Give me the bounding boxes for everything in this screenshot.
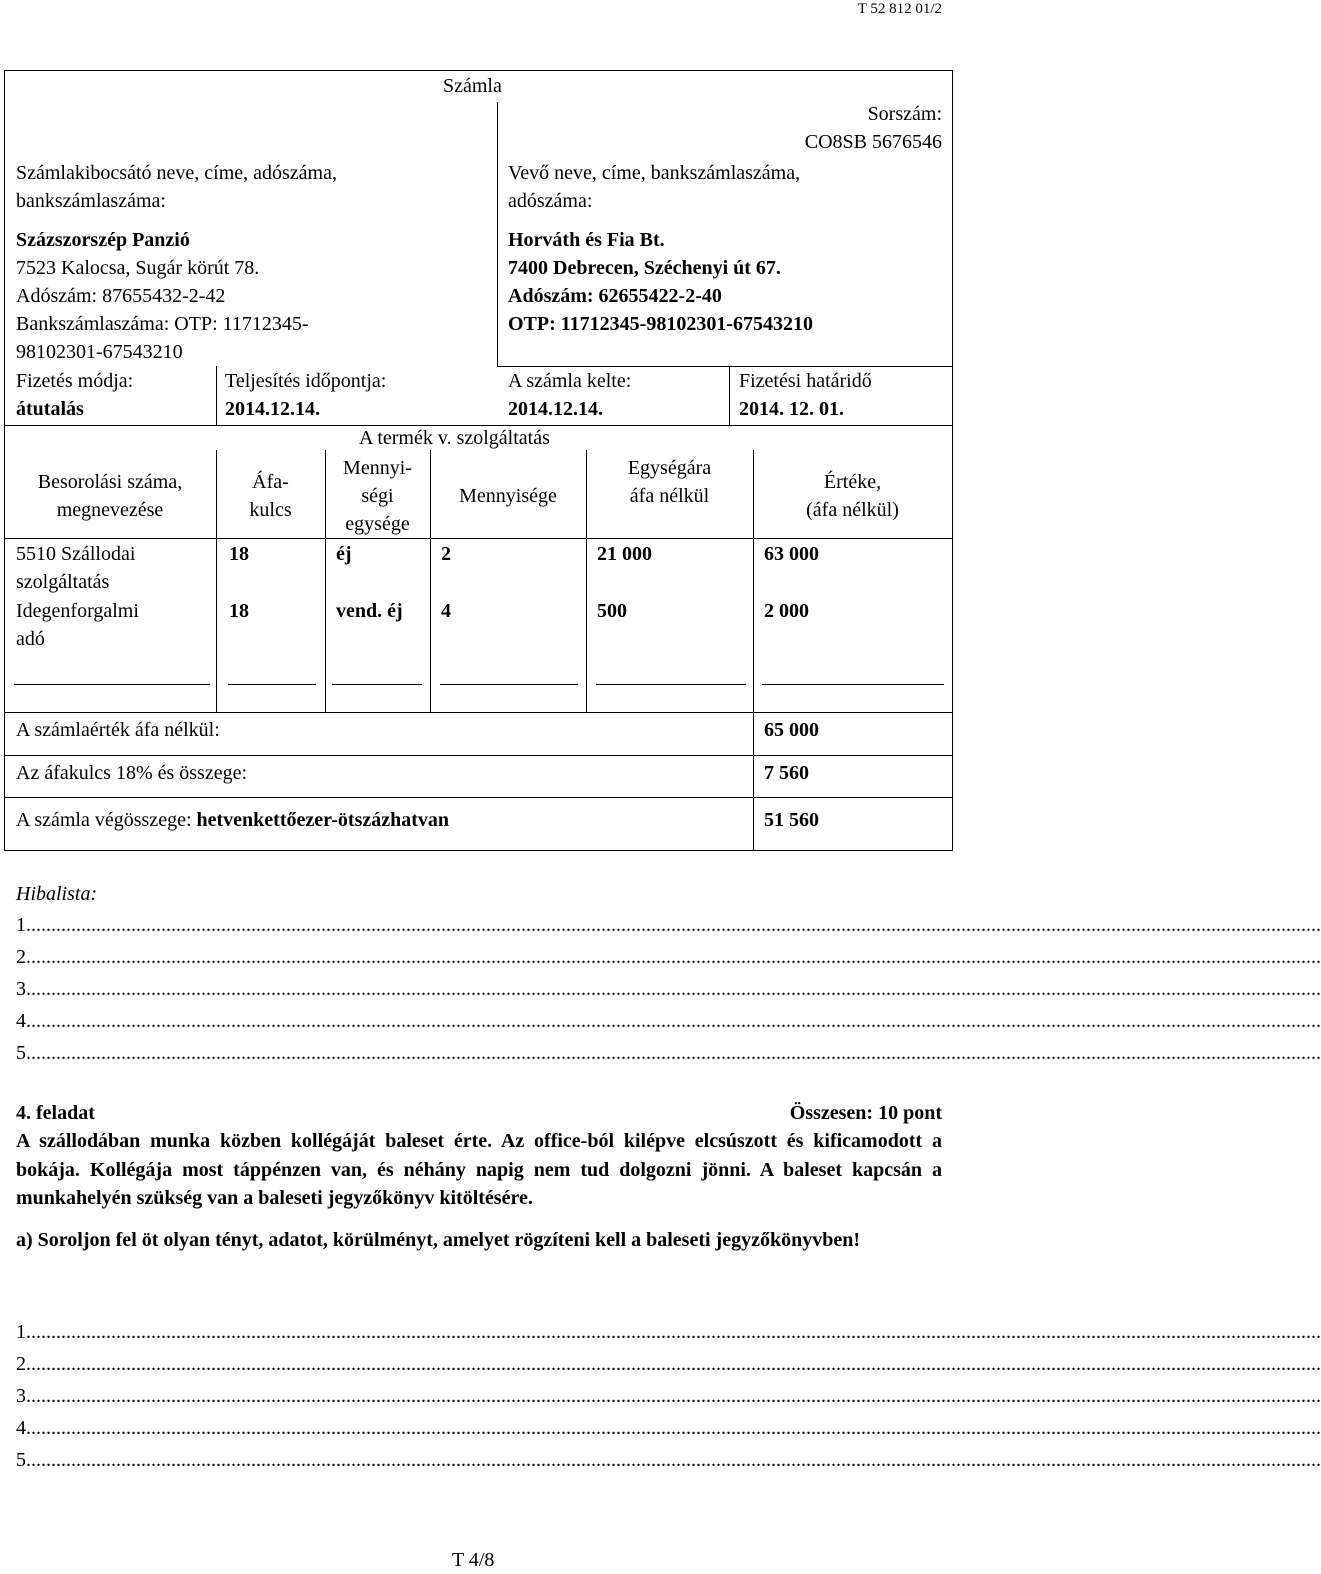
error-list-title: Hibalista: bbox=[16, 883, 98, 905]
error-list-item-3[interactable]: 3................................................................................................................................................................................................................................................................... bbox=[16, 978, 1321, 1000]
task-text: A szállodában munka közben kollégáját baleset érte. Az office-ból kilépve elcsúszott és kificamodott a bokája. Kollégája most táppénzen van, és néhány napig nem tud dolgozni jönni. A baleset kapcsán a munkahelyén szükség van a baleseti jegyzőkönyv kitöltésére. bbox=[16, 1130, 942, 1209]
row-value: 63 000 bbox=[764, 543, 819, 565]
invoice-border-left bbox=[4, 70, 5, 850]
issuer-buyer-divider bbox=[497, 102, 498, 366]
col-classification-1: Besorolási száma, bbox=[37, 471, 183, 493]
net-value: 65 000 bbox=[764, 719, 819, 741]
blank-line-2 bbox=[228, 684, 316, 685]
fulfillment-label: Teljesítés időpontja: bbox=[225, 370, 387, 392]
error-list-item-1[interactable]: 1................................................................................................................................................................................................................................................................... bbox=[16, 914, 1321, 936]
col-vat-1: Áfa- bbox=[252, 471, 289, 493]
col-classification-2: megnevezése bbox=[56, 499, 164, 521]
invoice-border-right bbox=[952, 70, 953, 850]
blank-line-5 bbox=[596, 684, 746, 685]
issuer-address: 7523 Kalocsa, Sugár körút 78. bbox=[16, 257, 260, 279]
deadline-divider bbox=[729, 366, 730, 425]
row-vat: 18 bbox=[229, 543, 249, 565]
row-name-1: Idegenforgalmi bbox=[16, 600, 139, 622]
header-bottom-line bbox=[4, 538, 953, 539]
col-unit-price-2: áfa nélkül bbox=[629, 485, 710, 507]
error-list-item-4[interactable]: 4................................................................................................................................................................................................................................................................... bbox=[16, 1010, 1321, 1032]
row-qty: 2 bbox=[441, 543, 451, 565]
blank-line-1 bbox=[14, 684, 210, 685]
col-unit-3: egysége bbox=[345, 513, 410, 535]
issue-date: 2014.12.14. bbox=[508, 398, 603, 420]
summary-value-divider bbox=[753, 712, 754, 850]
invoice-border-bottom bbox=[4, 850, 953, 851]
total-words: hetvenkettőezer-ötszázhatvan bbox=[196, 809, 450, 831]
error-list-item-2[interactable]: 2................................................................................................................................................................................................................................................................... bbox=[16, 946, 1321, 968]
issuer-label-1: Számlakibocsátó neve, címe, adószáma, bbox=[16, 162, 337, 184]
issuer-name: Százszorszép Panzió bbox=[16, 229, 190, 251]
total-value: 51 560 bbox=[764, 809, 819, 831]
buyer-label-2: adószáma: bbox=[508, 190, 593, 212]
col-unit-2: ségi bbox=[361, 485, 394, 507]
row-unit: vend. éj bbox=[336, 600, 403, 622]
row-name-2: adó bbox=[16, 628, 45, 650]
serial-value: CO8SB 5676546 bbox=[804, 131, 942, 153]
page-code: T 52 812 01/2 bbox=[857, 1, 942, 17]
buyer-address: 7400 Debrecen, Széchenyi út 67. bbox=[508, 257, 781, 279]
net-label: A számlaérték áfa nélkül: bbox=[16, 719, 220, 741]
answer-item-4[interactable]: 4................................................................................................................................................................................................................................................................... bbox=[16, 1417, 1321, 1439]
task-question: a) Soroljon fel öt olyan tényt, adatot, körülményt, amelyet rögzíteni kell a baleseti jegyzőkönyvben! bbox=[16, 1229, 860, 1251]
invoice-title: Számla bbox=[443, 75, 502, 97]
issuer-bank: Bankszámlaszáma: OTP: 11712345- bbox=[16, 313, 309, 335]
vat-label: Az áfakulcs 18% és összege: bbox=[16, 762, 248, 784]
summary-line-2 bbox=[4, 755, 953, 756]
col-unit-1: Mennyi- bbox=[343, 457, 412, 479]
payment-method-label: Fizetés módja: bbox=[16, 370, 134, 392]
buyer-tax: Adószám: 62655422-2-40 bbox=[508, 285, 722, 307]
task-title: 4. feladat bbox=[16, 1102, 95, 1124]
answer-item-3[interactable]: 3................................................................................................................................................................................................................................................................... bbox=[16, 1385, 1321, 1407]
blank-line-4 bbox=[440, 684, 578, 685]
answer-item-1[interactable]: 1................................................................................................................................................................................................................................................................... bbox=[16, 1321, 1321, 1343]
issue-date-label: A számla kelte: bbox=[508, 370, 632, 392]
blank-line-6 bbox=[762, 684, 944, 685]
error-list-item-5[interactable]: 5................................................................................................................................................................................................................................................................... bbox=[16, 1042, 1321, 1064]
answer-item-5[interactable]: 5................................................................................................................................................................................................................................................................... bbox=[16, 1449, 1321, 1471]
row-qty: 4 bbox=[441, 600, 451, 622]
page-footer: T 4/8 bbox=[452, 1549, 495, 1571]
blank-line-3 bbox=[332, 684, 422, 685]
buyer-label-1: Vevő neve, címe, bankszámlaszáma, bbox=[508, 162, 801, 184]
deadline: 2014. 12. 01. bbox=[739, 398, 844, 420]
row-name-2: szolgáltatás bbox=[16, 571, 110, 593]
col-vat-2: kulcs bbox=[249, 499, 292, 521]
product-header: A termék v. szolgáltatás bbox=[359, 427, 550, 449]
payment-method: átutalás bbox=[16, 398, 84, 420]
fulfillment-date: 2014.12.14. bbox=[225, 398, 320, 420]
summary-line-3 bbox=[4, 797, 953, 798]
col-quantity: Mennyisége bbox=[459, 485, 557, 507]
deadline-label: Fizetési határidő bbox=[739, 370, 872, 392]
answer-item-2[interactable]: 2................................................................................................................................................................................................................................................................... bbox=[16, 1353, 1321, 1375]
summary-top-line bbox=[4, 712, 953, 713]
invoice-border-top bbox=[4, 70, 953, 71]
buyer-name: Horváth és Fia Bt. bbox=[508, 229, 665, 251]
vat-value: 7 560 bbox=[764, 762, 809, 784]
serial-label: Sorszám: bbox=[867, 103, 942, 125]
row-unit-price: 21 000 bbox=[597, 543, 652, 565]
row-unit-price: 500 bbox=[597, 600, 627, 622]
col-value-2: (áfa nélkül) bbox=[806, 499, 899, 521]
row-value: 2 000 bbox=[764, 600, 809, 622]
task-points: Összesen: 10 pont bbox=[789, 1102, 942, 1124]
total-label: A számla végösszege: hetvenkettőezer-ötszázhatvan bbox=[16, 809, 450, 831]
row-name-1: 5510 Szállodai bbox=[16, 543, 136, 565]
row-vat: 18 bbox=[229, 600, 249, 622]
issuer-label-2: bankszámlaszáma: bbox=[16, 190, 166, 212]
col-unit-price-1: Egységára bbox=[627, 457, 712, 479]
buyer-bank: OTP: 11712345-98102301-67543210 bbox=[508, 313, 813, 335]
col-value-1: Értéke, bbox=[823, 471, 882, 493]
row-unit: éj bbox=[336, 543, 352, 565]
issuer-tax: Adószám: 87655432-2-42 bbox=[16, 285, 226, 307]
issuer-bank-cont: 98102301-67543210 bbox=[16, 341, 183, 363]
payment-divider bbox=[216, 366, 217, 425]
